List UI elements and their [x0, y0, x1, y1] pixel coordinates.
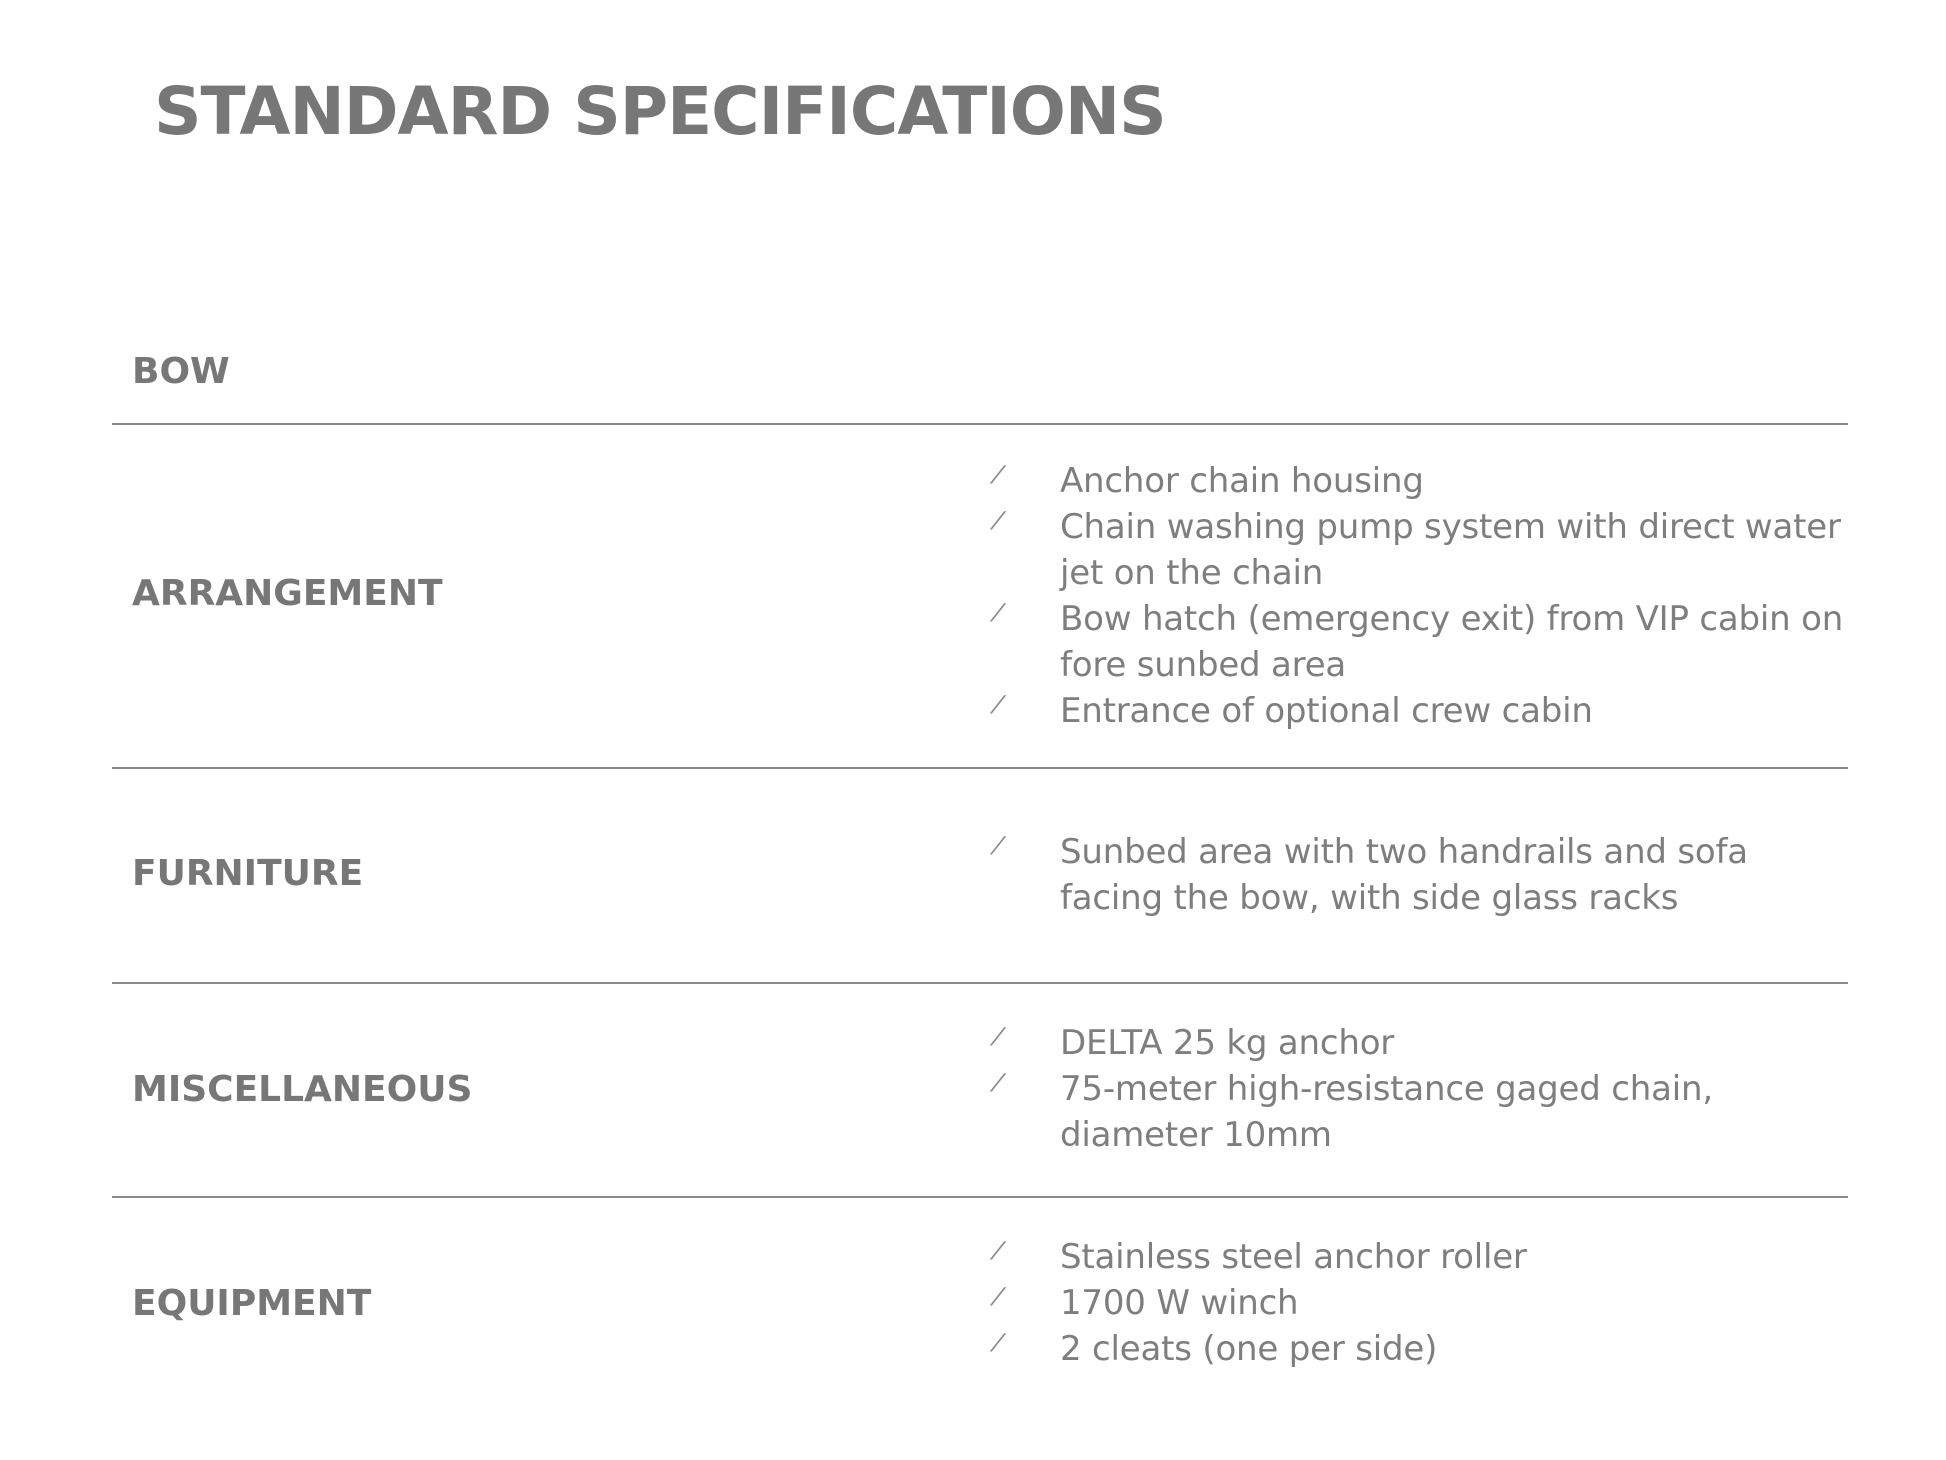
slash-bullet-icon: ⁄: [996, 691, 1000, 719]
list-item: ⁄ 75-meter high-resistance gaged chain, diameter 10mm: [996, 1066, 1846, 1158]
slash-bullet-icon: ⁄: [996, 832, 1000, 860]
slash-bullet-icon: ⁄: [996, 507, 1000, 535]
row-label-equipment: EQUIPMENT: [132, 1283, 372, 1324]
slash-bullet-icon: ⁄: [996, 461, 1000, 489]
list-item: ⁄ Anchor chain housing: [996, 458, 1846, 504]
section-heading-bow: BOW: [132, 351, 230, 392]
list-item: ⁄ Entrance of optional crew cabin: [996, 688, 1846, 734]
miscellaneous-list: [996, 1020, 1846, 1158]
list-item: ⁄ DELTA 25 kg anchor: [996, 1020, 1846, 1066]
divider: [112, 982, 1848, 984]
page-title: STANDARD SPECIFICATIONS: [154, 73, 1166, 150]
list-item: ⁄ Chain washing pump system with direct water jet on the chain: [996, 504, 1846, 596]
slash-bullet-icon: ⁄: [996, 1069, 1000, 1097]
arrangement-list: [996, 458, 1846, 734]
divider: [112, 767, 1848, 769]
equipment-list: [996, 1234, 1846, 1372]
list-item: ⁄ Bow hatch (emergency exit) from VIP cabin on fore sunbed area: [996, 596, 1846, 688]
row-label-miscellaneous: MISCELLANEOUS: [132, 1069, 473, 1110]
slash-bullet-icon: ⁄: [996, 1329, 1000, 1357]
slash-bullet-icon: ⁄: [996, 1237, 1000, 1265]
list-item: ⁄ 2 cleats (one per side): [996, 1326, 1846, 1372]
list-item: ⁄ 1700 W winch: [996, 1280, 1846, 1326]
divider: [112, 423, 1848, 425]
slash-bullet-icon: ⁄: [996, 1023, 1000, 1051]
slash-bullet-icon: ⁄: [996, 599, 1000, 627]
furniture-list: [996, 829, 1846, 921]
divider: [112, 1196, 1848, 1198]
list-item: ⁄ Sunbed area with two handrails and sofa facing the bow, with side glass racks: [996, 829, 1846, 921]
list-item: ⁄ Stainless steel anchor roller: [996, 1234, 1846, 1280]
slash-bullet-icon: ⁄: [996, 1283, 1000, 1311]
row-label-arrangement: ARRANGEMENT: [132, 573, 443, 614]
row-label-furniture: FURNITURE: [132, 853, 364, 894]
